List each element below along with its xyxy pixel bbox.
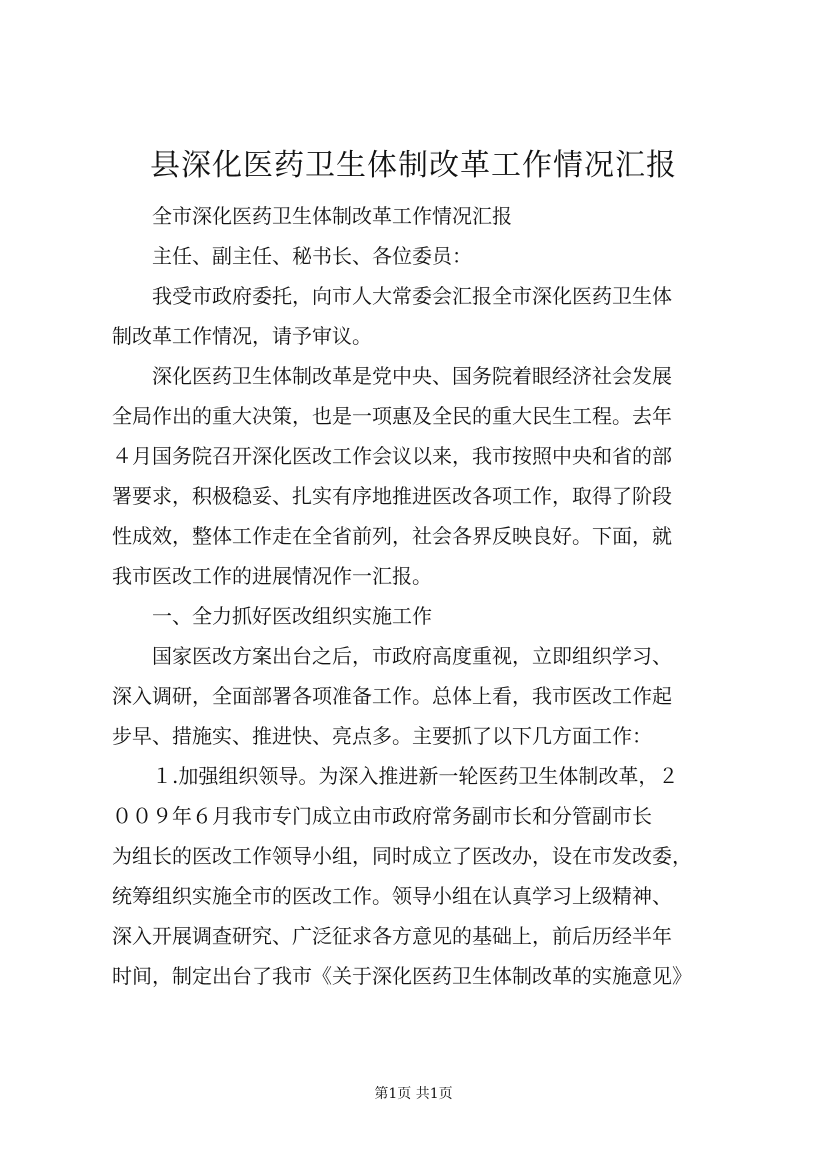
- text-line: 步早、措施实、推进快、亮点多。主要抓了以下几方面工作：: [112, 724, 652, 748]
- text-line: 我市医改工作的进展情况作一汇报。: [112, 564, 432, 588]
- text-line: ００９年６月我市专门成立由市政府常务副市长和分管副市长: [112, 804, 652, 828]
- text-line: 全市深化医药卫生体制改革工作情况汇报: [152, 204, 512, 228]
- section-heading: 一、全力抓好医改组织实施工作: [152, 604, 432, 628]
- text-line: 我受市政府委托，向市人大常委会汇报全市深化医药卫生体: [152, 284, 672, 308]
- document-title: 县深化医药卫生体制改革工作情况汇报: [150, 148, 677, 183]
- text-line: 性成效，整体工作走在全省前列，社会各界反映良好。下面，就: [112, 524, 672, 548]
- text-line: 为组长的医改工作领导小组，同时成立了医改办，设在市发改委，: [112, 844, 692, 868]
- text-line: 制改革工作情况，请予审议。: [112, 324, 372, 348]
- text-line: 主任、副主任、秘书长、各位委员：: [152, 244, 472, 268]
- text-line: 深入调研，全面部署各项准备工作。总体上看，我市医改工作起: [112, 684, 672, 708]
- text-line: １.加强组织领导。为深入推进新一轮医药卫生体制改革，２: [152, 764, 679, 788]
- text-line: 国家医改方案出台之后，市政府高度重视，立即组织学习、: [152, 644, 672, 668]
- text-line: 署要求，积极稳妥、扎实有序地推进医改各项工作，取得了阶段: [112, 484, 672, 508]
- text-line: 时间，制定出台了我市《关于深化医药卫生体制改革的实施意见》: [112, 964, 692, 988]
- text-line: 统筹组织实施全市的医改工作。领导小组在认真学习上级精神、: [112, 884, 672, 908]
- text-line: 全局作出的重大决策，也是一项惠及全民的重大民生工程。去年: [112, 404, 672, 428]
- text-line: 深入开展调查研究、广泛征求各方意见的基础上，前后历经半年: [112, 924, 672, 948]
- text-line: ４月国务院召开深化医改工作会议以来，我市按照中央和省的部: [112, 444, 672, 468]
- text-line: 深化医药卫生体制改革是党中央、国务院着眼经济社会发展: [152, 364, 672, 388]
- page-footer: 第1页 共1页: [374, 1086, 453, 1102]
- document-body: [112, 196, 747, 996]
